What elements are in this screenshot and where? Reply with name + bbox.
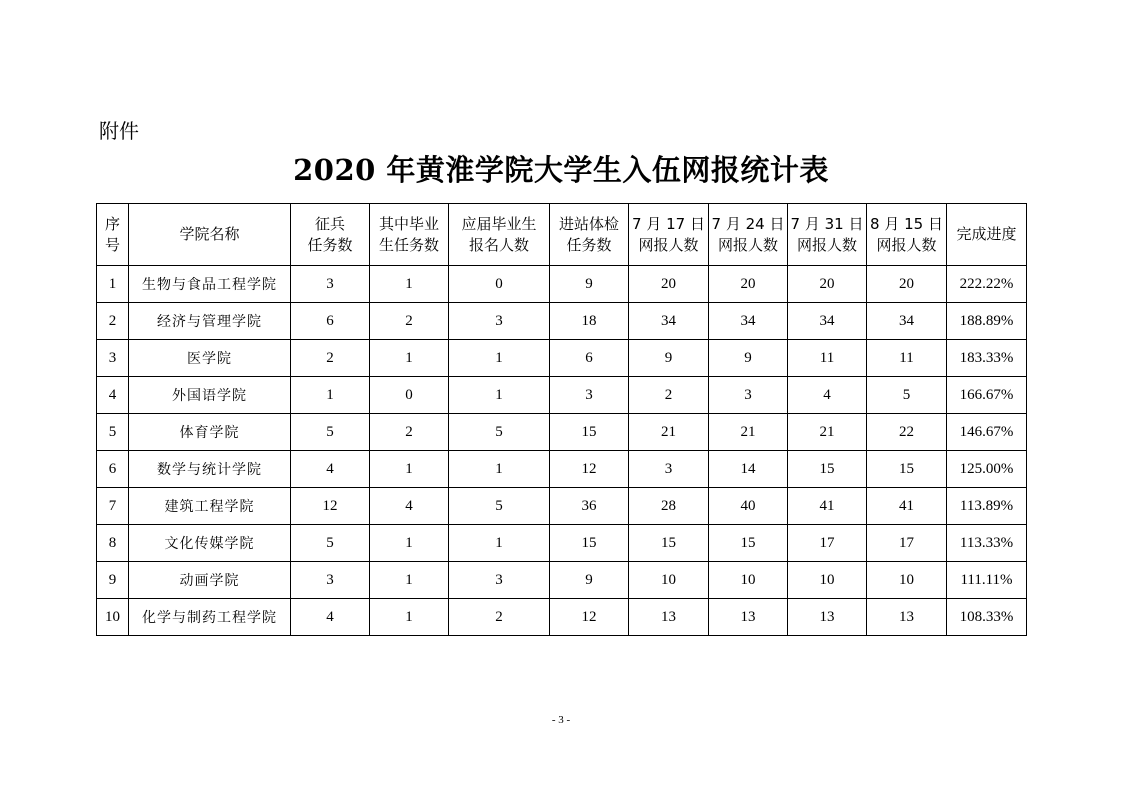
cell-physical-exam-quota: 36 [550, 488, 629, 525]
cell-aug-15: 34 [867, 303, 947, 340]
table-row [97, 340, 1027, 377]
table-body [97, 266, 1027, 636]
cell-aug-15: 5 [867, 377, 947, 414]
cell-recruit-quota: 12 [291, 488, 370, 525]
cell-jul-17: 21 [629, 414, 709, 451]
cell-graduate-quota: 1 [370, 562, 449, 599]
cell-graduate-quota: 1 [370, 525, 449, 562]
cell-recruit-quota: 3 [291, 266, 370, 303]
cell-recruit-quota: 1 [291, 377, 370, 414]
cell-aug-15: 15 [867, 451, 947, 488]
cell-graduate-applicants: 5 [449, 414, 550, 451]
cell-progress: 108.33% [947, 599, 1027, 636]
header-progress [947, 204, 1027, 266]
page-number: - 3 - [551, 714, 571, 726]
header-line: 网报人数 [638, 235, 699, 254]
table-row [97, 414, 1027, 451]
header-line: 8 月 15 日 [870, 214, 943, 233]
cell-college-name: 体育学院 [129, 414, 291, 451]
cell-college-name: 医学院 [129, 340, 291, 377]
cell-jul-24: 13 [709, 599, 788, 636]
header-line: 应届毕业生 [461, 214, 537, 233]
cell-jul-24: 20 [709, 266, 788, 303]
cell-recruit-quota: 4 [291, 451, 370, 488]
header-aug-15 [867, 204, 947, 266]
cell-physical-exam-quota: 15 [550, 414, 629, 451]
cell-jul-31: 15 [788, 451, 867, 488]
header-line: 报名人数 [468, 235, 529, 254]
header-graduate-quota [370, 204, 449, 266]
cell-physical-exam-quota: 15 [550, 525, 629, 562]
cell-jul-24: 3 [709, 377, 788, 414]
cell-graduate-applicants: 1 [449, 525, 550, 562]
cell-index: 2 [97, 303, 129, 340]
cell-recruit-quota: 5 [291, 525, 370, 562]
cell-physical-exam-quota: 12 [550, 451, 629, 488]
cell-recruit-quota: 6 [291, 303, 370, 340]
cell-jul-31: 10 [788, 562, 867, 599]
table-row [97, 303, 1027, 340]
table-row [97, 377, 1027, 414]
header-line: 进站体检 [558, 214, 619, 233]
cell-graduate-applicants: 1 [449, 451, 550, 488]
cell-graduate-applicants: 3 [449, 562, 550, 599]
cell-recruit-quota: 5 [291, 414, 370, 451]
cell-jul-31: 11 [788, 340, 867, 377]
table-header-row [97, 204, 1027, 266]
cell-aug-15: 22 [867, 414, 947, 451]
cell-progress: 113.89% [947, 488, 1027, 525]
cell-recruit-quota: 2 [291, 340, 370, 377]
cell-graduate-applicants: 1 [449, 340, 550, 377]
cell-index: 9 [97, 562, 129, 599]
table-row [97, 488, 1027, 525]
header-line: 7 月 17 日 [632, 214, 705, 233]
header-line: 任务数 [307, 235, 353, 254]
header-line: 完成进度 [956, 225, 1017, 243]
cell-aug-15: 20 [867, 266, 947, 303]
cell-college-name: 外国语学院 [129, 377, 291, 414]
header-jul-31 [788, 204, 867, 266]
header-line: 序 [104, 214, 120, 233]
header-college-name [129, 204, 291, 266]
cell-jul-17: 20 [629, 266, 709, 303]
header-line: 学院名称 [179, 225, 240, 243]
cell-jul-24: 14 [709, 451, 788, 488]
cell-graduate-quota: 0 [370, 377, 449, 414]
cell-college-name: 文化传媒学院 [129, 525, 291, 562]
cell-physical-exam-quota: 6 [550, 340, 629, 377]
cell-progress: 166.67% [947, 377, 1027, 414]
cell-graduate-applicants: 5 [449, 488, 550, 525]
cell-progress: 146.67% [947, 414, 1027, 451]
cell-index: 4 [97, 377, 129, 414]
cell-jul-17: 10 [629, 562, 709, 599]
header-line: 7 月 24 日 [711, 214, 785, 233]
cell-jul-31: 41 [788, 488, 867, 525]
cell-graduate-applicants: 1 [449, 377, 550, 414]
cell-graduate-quota: 1 [370, 451, 449, 488]
cell-progress: 222.22% [947, 266, 1027, 303]
table-row [97, 266, 1027, 303]
cell-college-name: 化学与制药工程学院 [129, 599, 291, 636]
cell-jul-17: 15 [629, 525, 709, 562]
cell-graduate-applicants: 2 [449, 599, 550, 636]
header-graduate-applicants [449, 204, 550, 266]
statistics-table [96, 203, 1027, 636]
cell-jul-24: 15 [709, 525, 788, 562]
cell-jul-31: 4 [788, 377, 867, 414]
header-line: 7 月 31 日 [790, 214, 864, 233]
header-recruit-quota [291, 204, 370, 266]
table-row [97, 562, 1027, 599]
cell-progress: 188.89% [947, 303, 1027, 340]
table-row [97, 599, 1027, 636]
cell-jul-17: 34 [629, 303, 709, 340]
cell-jul-24: 34 [709, 303, 788, 340]
cell-graduate-quota: 2 [370, 303, 449, 340]
cell-jul-31: 34 [788, 303, 867, 340]
header-line: 任务数 [566, 235, 612, 254]
cell-jul-31: 20 [788, 266, 867, 303]
cell-aug-15: 11 [867, 340, 947, 377]
cell-jul-31: 21 [788, 414, 867, 451]
cell-physical-exam-quota: 18 [550, 303, 629, 340]
cell-jul-31: 17 [788, 525, 867, 562]
cell-aug-15: 17 [867, 525, 947, 562]
cell-index: 6 [97, 451, 129, 488]
table-row [97, 451, 1027, 488]
cell-jul-31: 13 [788, 599, 867, 636]
cell-progress: 113.33% [947, 525, 1027, 562]
cell-jul-17: 2 [629, 377, 709, 414]
header-line: 征兵 [314, 214, 345, 233]
cell-aug-15: 13 [867, 599, 947, 636]
header-line: 生任务数 [378, 235, 439, 254]
cell-college-name: 生物与食品工程学院 [129, 266, 291, 303]
cell-physical-exam-quota: 9 [550, 266, 629, 303]
cell-jul-17: 13 [629, 599, 709, 636]
cell-jul-17: 28 [629, 488, 709, 525]
cell-index: 8 [97, 525, 129, 562]
cell-progress: 183.33% [947, 340, 1027, 377]
cell-index: 10 [97, 599, 129, 636]
cell-graduate-quota: 4 [370, 488, 449, 525]
attachment-label: 附件 [99, 119, 139, 143]
cell-jul-24: 40 [709, 488, 788, 525]
header-index [97, 204, 129, 266]
cell-index: 7 [97, 488, 129, 525]
header-jul-24 [709, 204, 788, 266]
cell-jul-24: 9 [709, 340, 788, 377]
header-line: 网报人数 [796, 235, 857, 254]
header-line: 其中毕业 [378, 214, 439, 233]
cell-index: 5 [97, 414, 129, 451]
header-line: 网报人数 [717, 235, 778, 254]
cell-college-name: 动画学院 [129, 562, 291, 599]
header-physical-exam-quota [550, 204, 629, 266]
cell-college-name: 数学与统计学院 [129, 451, 291, 488]
cell-physical-exam-quota: 9 [550, 562, 629, 599]
cell-college-name: 经济与管理学院 [129, 303, 291, 340]
cell-progress: 111.11% [947, 562, 1027, 599]
cell-index: 3 [97, 340, 129, 377]
table-row [97, 525, 1027, 562]
cell-graduate-applicants: 0 [449, 266, 550, 303]
cell-jul-17: 9 [629, 340, 709, 377]
cell-index: 1 [97, 266, 129, 303]
cell-progress: 125.00% [947, 451, 1027, 488]
cell-recruit-quota: 4 [291, 599, 370, 636]
cell-recruit-quota: 3 [291, 562, 370, 599]
page-title: 2020 年黄淮学院大学生入伍网报统计表 [293, 153, 829, 187]
cell-aug-15: 41 [867, 488, 947, 525]
cell-graduate-quota: 1 [370, 599, 449, 636]
cell-aug-15: 10 [867, 562, 947, 599]
cell-graduate-quota: 1 [370, 340, 449, 377]
cell-jul-24: 21 [709, 414, 788, 451]
header-line: 网报人数 [876, 235, 937, 254]
cell-jul-24: 10 [709, 562, 788, 599]
cell-physical-exam-quota: 12 [550, 599, 629, 636]
cell-graduate-quota: 1 [370, 266, 449, 303]
cell-graduate-quota: 2 [370, 414, 449, 451]
cell-college-name: 建筑工程学院 [129, 488, 291, 525]
cell-physical-exam-quota: 3 [550, 377, 629, 414]
cell-graduate-applicants: 3 [449, 303, 550, 340]
header-jul-17 [629, 204, 709, 266]
cell-jul-17: 3 [629, 451, 709, 488]
header-line: 号 [104, 235, 120, 254]
